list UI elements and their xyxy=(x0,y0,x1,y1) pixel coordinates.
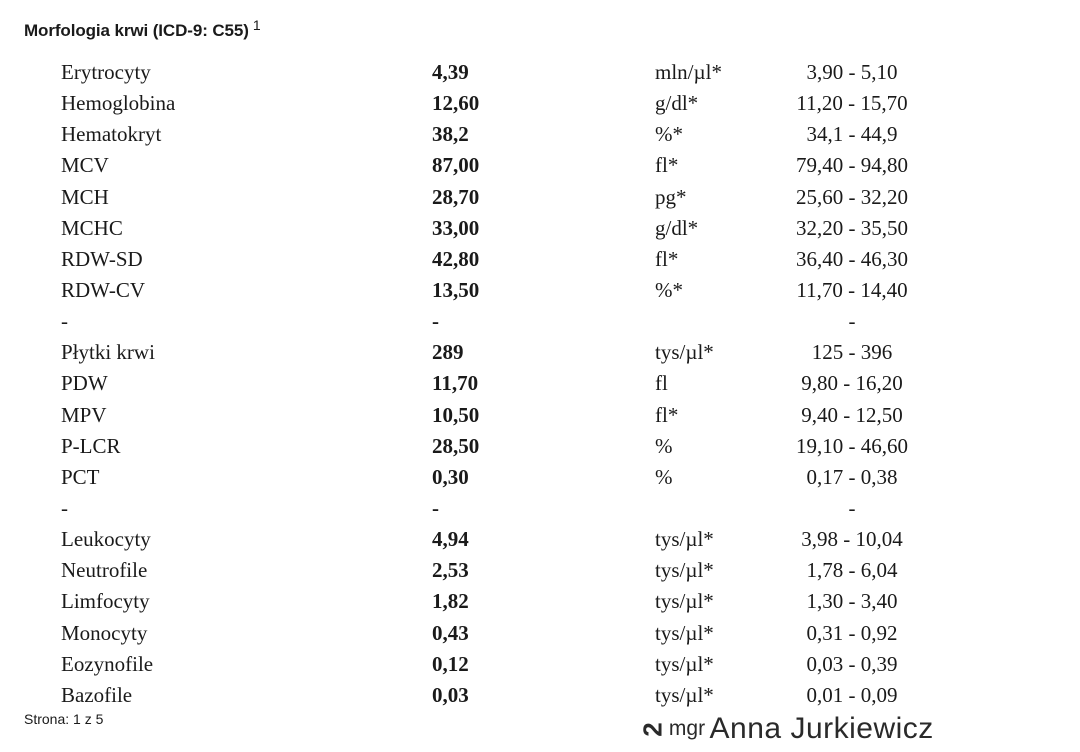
stamp-name: Anna Jurkiewicz xyxy=(709,712,934,745)
table-row xyxy=(0,306,1080,337)
stamp-glyph: 2 xyxy=(637,721,668,737)
table-row xyxy=(0,586,1080,617)
result-unit: tys/µl* xyxy=(655,589,714,614)
result-unit: tys/µl* xyxy=(655,651,714,676)
result-value: 4,39 xyxy=(432,60,469,84)
reference-range: 25,60 - 32,20 xyxy=(796,184,908,209)
table-row xyxy=(0,57,1080,88)
reference-range: 36,40 - 46,30 xyxy=(796,246,908,271)
parameter-name: P-LCR xyxy=(61,433,121,458)
reference-range: 32,20 - 35,50 xyxy=(796,215,908,240)
reference-range: 19,10 - 46,60 xyxy=(796,433,908,458)
result-value: 33,00 xyxy=(432,215,480,240)
result-unit: g/dl* xyxy=(655,215,699,240)
table-row xyxy=(0,524,1080,555)
result-unit: %* xyxy=(655,277,683,302)
table-row xyxy=(0,431,1080,462)
result-unit: tys/µl* xyxy=(655,620,714,645)
parameter-name: Bazofile xyxy=(61,682,133,707)
table-row xyxy=(0,119,1080,150)
parameter-name: Limfocyty xyxy=(61,589,150,614)
table-row xyxy=(0,462,1080,493)
parameter-name: Leukocyty xyxy=(61,527,151,552)
reference-range: 0,03 - 0,39 xyxy=(806,651,898,676)
table-row xyxy=(0,244,1080,275)
result-unit: tys/µl* xyxy=(655,682,714,707)
reference-range: 11,20 - 15,70 xyxy=(796,91,908,116)
parameter-name: MCV xyxy=(61,153,109,178)
result-value: 13,50 xyxy=(432,277,480,302)
reference-range: 3,90 - 5,10 xyxy=(806,60,898,84)
stamp-title: mgr xyxy=(668,717,706,740)
parameter-name: Monocyty xyxy=(61,620,148,645)
parameter-name: - xyxy=(61,309,68,334)
reference-range: 0,31 - 0,92 xyxy=(806,620,898,645)
parameter-name: Eozynofile xyxy=(61,651,154,676)
result-value: 10,50 xyxy=(432,402,480,427)
result-unit: fl xyxy=(655,371,668,396)
parameter-name: MCH xyxy=(61,184,109,209)
table-row xyxy=(0,680,1080,711)
section-title xyxy=(24,17,261,41)
result-value: 28,70 xyxy=(432,184,480,209)
parameter-name: Erytrocyty xyxy=(61,60,151,84)
page-number: Strona: 1 z 5 xyxy=(24,711,104,727)
reference-range: 79,40 - 94,80 xyxy=(796,153,908,178)
result-value: 0,03 xyxy=(432,682,469,707)
parameter-name: RDW-SD xyxy=(61,246,143,271)
table-row xyxy=(0,493,1080,524)
result-value: 12,60 xyxy=(432,91,480,116)
result-value: 0,12 xyxy=(432,651,469,676)
parameter-name: MCHC xyxy=(61,215,123,240)
result-value: - xyxy=(432,309,439,334)
parameter-name: Hematokryt xyxy=(61,122,162,147)
result-value: 2,53 xyxy=(432,558,469,583)
result-unit: g/dl* xyxy=(655,91,699,116)
table-row xyxy=(0,275,1080,306)
result-value: 28,50 xyxy=(432,433,480,458)
result-unit: pg* xyxy=(655,184,687,209)
parameter-name: Neutrofile xyxy=(61,558,148,583)
table-row xyxy=(0,337,1080,368)
table-row xyxy=(0,150,1080,181)
footnote-marker: 1 xyxy=(252,17,261,33)
parameter-name: PDW xyxy=(61,371,108,396)
result-value: 38,2 xyxy=(432,122,469,147)
result-value: 0,30 xyxy=(432,464,469,489)
parameter-name: Płytki krwi xyxy=(61,340,155,365)
results-table xyxy=(0,57,1080,711)
parameter-name: Hemoglobina xyxy=(61,91,176,116)
result-value: 11,70 xyxy=(432,371,479,396)
result-unit: % xyxy=(655,433,673,458)
section-title-text: Morfologia krwi (ICD-9: C55) xyxy=(24,21,249,40)
reference-range: - xyxy=(848,309,856,334)
result-unit: tys/µl* xyxy=(655,340,714,365)
reference-range: - xyxy=(848,495,856,520)
reference-range: 0,17 - 0,38 xyxy=(806,464,898,489)
result-unit: fl* xyxy=(655,402,679,427)
result-unit: tys/µl* xyxy=(655,527,714,552)
table-row xyxy=(0,213,1080,244)
result-value: 87,00 xyxy=(432,153,480,178)
table-row xyxy=(0,368,1080,399)
result-unit: tys/µl* xyxy=(655,558,714,583)
result-unit: fl* xyxy=(655,246,679,271)
result-unit: mln/µl* xyxy=(655,60,722,84)
table-row xyxy=(0,182,1080,213)
result-unit: fl* xyxy=(655,153,679,178)
result-unit: % xyxy=(655,464,673,489)
signature-stamp xyxy=(637,712,934,752)
result-value: 42,80 xyxy=(432,246,480,271)
reference-range: 9,40 - 12,50 xyxy=(801,402,903,427)
result-value: 0,43 xyxy=(432,620,469,645)
reference-range: 34,1 - 44,9 xyxy=(806,122,898,147)
reference-range: 11,70 - 14,40 xyxy=(796,277,908,302)
table-row xyxy=(0,400,1080,431)
result-value: 289 xyxy=(432,340,464,365)
result-value: - xyxy=(432,495,439,520)
parameter-name: RDW-CV xyxy=(61,277,145,302)
table-row xyxy=(0,88,1080,119)
parameter-name: MPV xyxy=(61,402,107,427)
result-unit: %* xyxy=(655,122,683,147)
parameter-name: PCT xyxy=(61,464,100,489)
reference-range: 3,98 - 10,04 xyxy=(801,527,903,552)
table-row xyxy=(0,649,1080,680)
parameter-name: - xyxy=(61,495,68,520)
reference-range: 1,30 - 3,40 xyxy=(806,589,898,614)
result-value: 1,82 xyxy=(432,589,469,614)
reference-range: 125 - 396 xyxy=(811,340,893,365)
result-value: 4,94 xyxy=(432,527,469,552)
reference-range: 1,78 - 6,04 xyxy=(806,558,898,583)
table-row xyxy=(0,618,1080,649)
reference-range: 0,01 - 0,09 xyxy=(806,682,898,707)
table-row xyxy=(0,555,1080,586)
reference-range: 9,80 - 16,20 xyxy=(801,371,903,396)
